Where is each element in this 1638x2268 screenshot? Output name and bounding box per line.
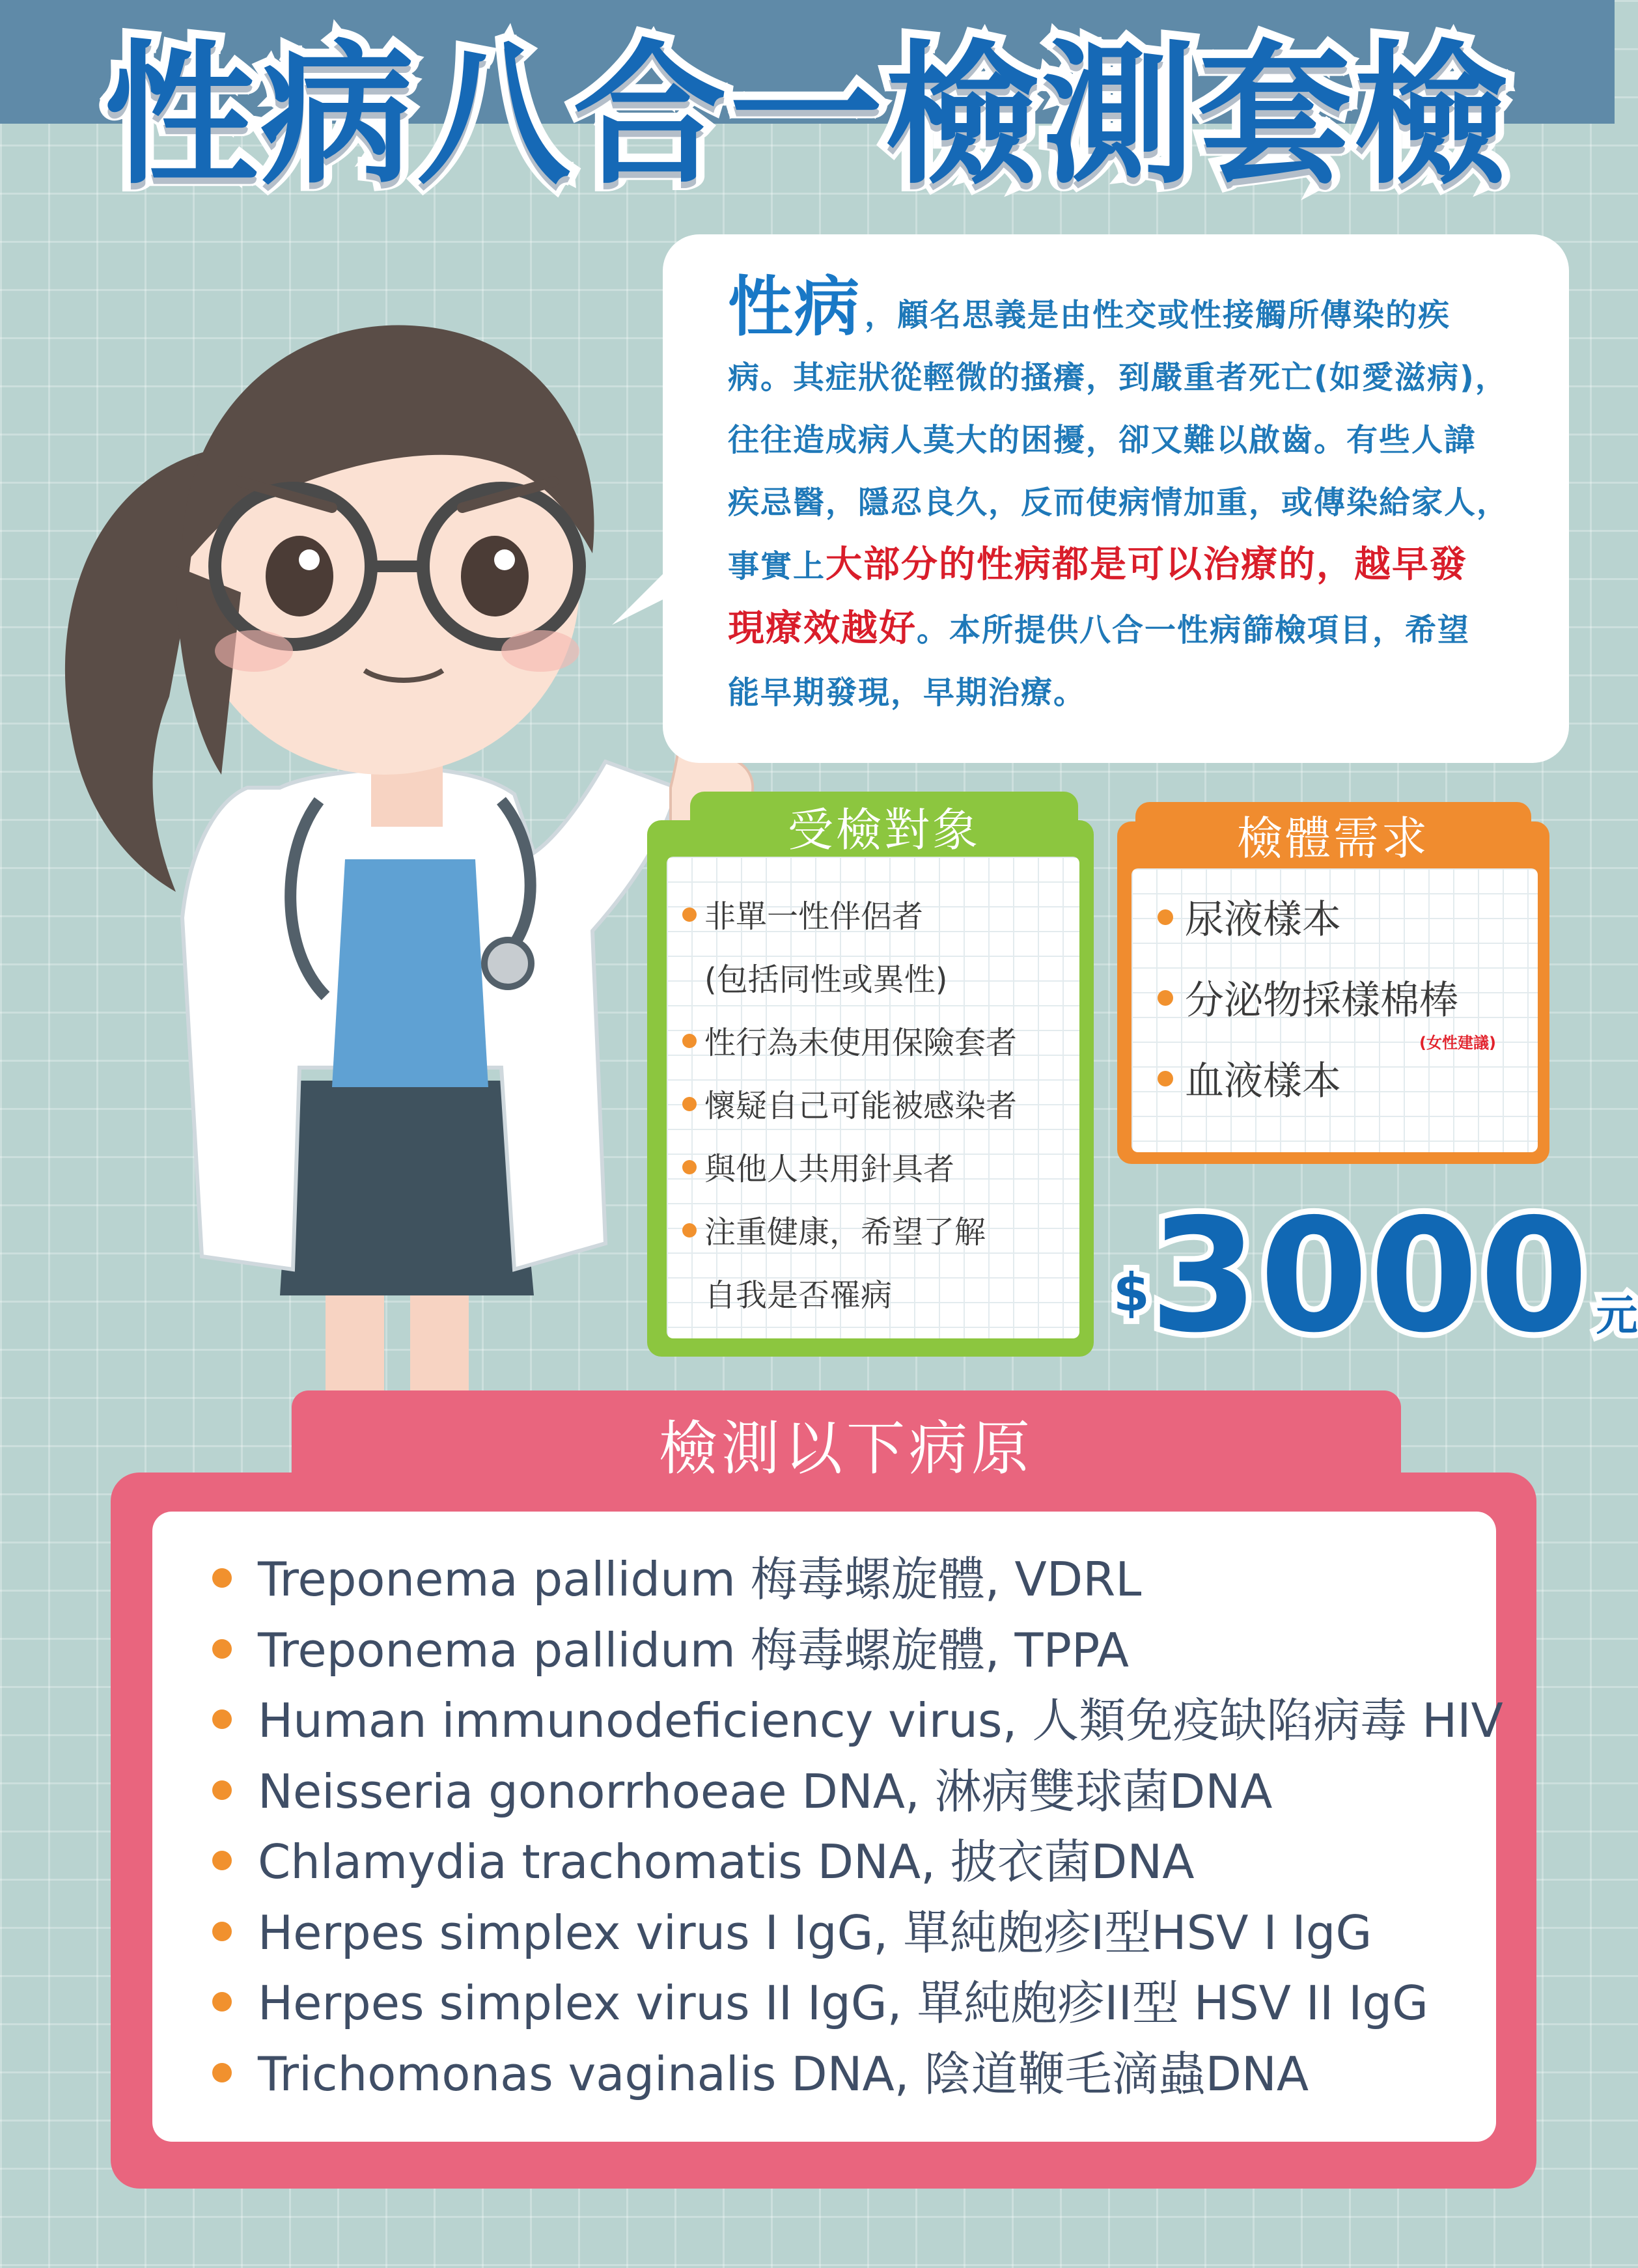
bullet-icon	[212, 2063, 232, 2082]
pathogens-heading: 檢測以下病原	[292, 1390, 1401, 1521]
list-item: Treponema pallidum 梅毒螺旋體, TPPA	[212, 1615, 1503, 1686]
intro-text: 性病 ，顧名思義是由性交或性接觸所傳染的疾 病。其症狀從輕微的搔癢，到嚴重者死亡(如愛滋病)， 往往造成病人莫大的困擾，卻又難以啟齒。有些人諱 疾忌醫，隱忍良久，反而使病情加重，或傳染給家人， 事實上大部分的性病都是可以治療的，越早發 現療效越好。本所提供八合一性病篩檢項目，希望 能早期發現，早期治療。	[728, 269, 1510, 711]
list-item: Trichomonas vaginalis DNA, 陰道鞭毛滴蟲DNA	[212, 2039, 1503, 2110]
list-item: 懷疑自己可能被感染者	[682, 1075, 1017, 1138]
list-item: 非單一性伴侶者	[682, 885, 1017, 948]
bullet-icon	[212, 1568, 232, 1588]
samples-list	[1158, 891, 1458, 1133]
list-item: Chlamydia trachomatis DNA, 披衣菌DNA	[212, 1827, 1503, 1898]
bullet-icon	[212, 1780, 232, 1800]
list-item: 性行為未使用保險套者	[682, 1012, 1017, 1075]
pathogens-list	[212, 1544, 1503, 2109]
bullet-icon	[682, 1097, 697, 1111]
price-unit: 元	[1596, 1292, 1638, 1340]
bullet-icon	[1158, 909, 1173, 925]
bullet-icon	[212, 1709, 232, 1729]
price-currency: $	[1113, 1262, 1150, 1323]
page-title: 性病八合一檢測套檢	[104, 26, 1510, 205]
bullet-icon	[212, 1992, 232, 2012]
intro-speech-bubble	[663, 234, 1569, 763]
bullet-icon	[1158, 1071, 1173, 1086]
price	[1113, 1185, 1638, 1367]
list-item: Treponema pallidum 梅毒螺旋體, VDRL	[212, 1544, 1503, 1615]
list-item: Herpes simplex virus II IgG, 單純皰疹II型 HSV II IgG	[212, 1968, 1503, 2039]
bullet-icon	[682, 907, 697, 922]
list-item: 尿液樣本	[1158, 891, 1458, 971]
samples-heading: 檢體需求	[1135, 802, 1531, 874]
list-item: (包括同性或異性)	[704, 961, 948, 998]
subjects-heading: 受檢對象	[690, 792, 1078, 870]
list-item: 注重健康，希望了解	[682, 1201, 1017, 1264]
list-item: Human immunodeficiency virus, 人類免疫缺陷病毒 HIV	[212, 1685, 1503, 1756]
bullet-icon	[682, 1160, 697, 1174]
price-amount: 3000	[1149, 1185, 1590, 1367]
list-item: 血液樣本	[1158, 1052, 1458, 1133]
bullet-icon	[212, 1639, 232, 1659]
intro-highlight-2: 現療效越好	[728, 607, 917, 650]
bullet-icon	[1158, 990, 1173, 1006]
list-item: Neisseria gonorrhoeae DNA, 淋病雙球菌DNA	[212, 1756, 1503, 1827]
bullet-icon	[682, 1034, 697, 1048]
subjects-list	[682, 885, 1017, 1327]
bullet-icon	[212, 1851, 232, 1870]
intro-lead: 性病	[728, 269, 861, 345]
list-item: 與他人共用針具者	[682, 1138, 1017, 1201]
bullet-icon	[682, 1223, 697, 1238]
bullet-icon	[212, 1922, 232, 1941]
female-recommended-note: (女性建議)	[1419, 1034, 1496, 1052]
list-item: 自我是否罹病	[704, 1277, 893, 1314]
intro-highlight: 大部分的性病都是可以治療的，越早發	[826, 544, 1468, 586]
list-item: Herpes simplex virus I IgG, 單純皰疹I型HSV I IgG	[212, 1898, 1503, 1969]
list-item: 分泌物採樣棉棒	[1158, 971, 1458, 1052]
